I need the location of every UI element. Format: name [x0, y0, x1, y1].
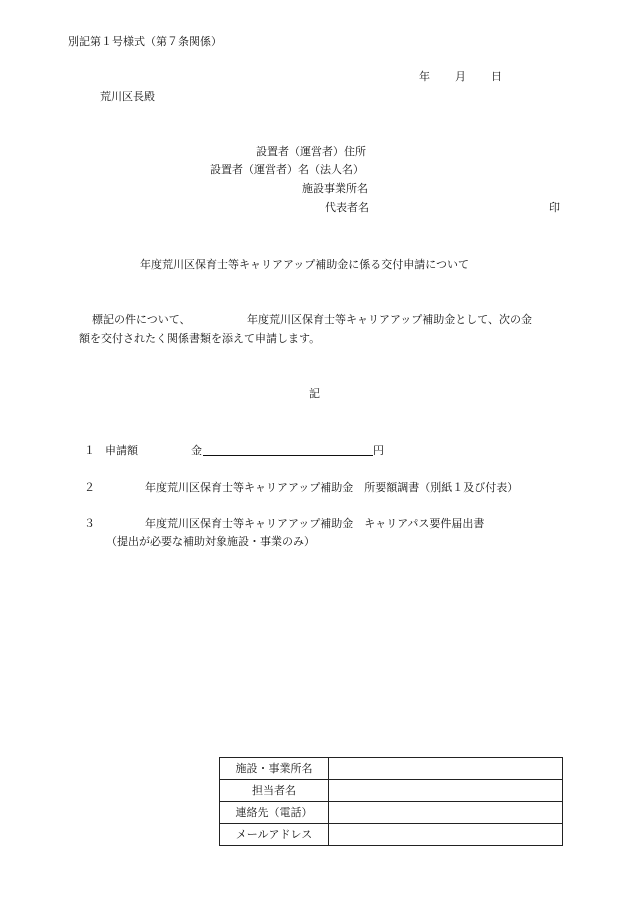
ki-heading: 記	[309, 387, 320, 400]
item-3-number: ３	[84, 517, 95, 530]
item-1-number: １	[84, 444, 95, 457]
item-2-number: ２	[84, 481, 95, 494]
item-3-text: 年度荒川区保育士等キャリアアップ補助金 キャリアパス要件届出書	[145, 517, 485, 530]
body-line1-part2: 年度荒川区保育士等キャリアアップ補助金として、次の金	[247, 313, 533, 326]
amount-prefix: 金	[191, 444, 202, 457]
contact-person-label: 担当者名	[220, 780, 329, 802]
facility-name-label: 施設事業所名	[302, 182, 368, 195]
addressee: 荒川区長殿	[100, 90, 155, 103]
body-line2: 額を交付されたく関係書類を添えて申請します。	[79, 332, 321, 345]
representative-label: 代表者名	[325, 201, 369, 214]
applicant-name-label: 設置者（運営者）名（法人名）	[210, 163, 364, 176]
form-number: 別記第１号様式（第７条関係）	[68, 35, 222, 48]
contact-email-label: メールアドレス	[220, 824, 329, 846]
seal-mark: 印	[549, 201, 560, 214]
contact-phone-label: 連絡先（電話）	[220, 802, 329, 824]
table-row	[220, 824, 563, 846]
contact-facility-field[interactable]	[329, 758, 563, 780]
amount-input-line[interactable]	[203, 444, 373, 456]
item-3-note: （提出が必要な補助対象施設・事業のみ）	[106, 535, 315, 548]
item-2-text: 年度荒川区保育士等キャリアアップ補助金 所要額調書（別紙１及び付表）	[145, 481, 519, 494]
contact-phone-field[interactable]	[329, 802, 563, 824]
contact-table	[219, 757, 563, 846]
date-year: 年	[419, 70, 430, 83]
body-line1-part1: 標記の件について、	[92, 313, 191, 326]
amount-suffix: 円	[373, 444, 384, 457]
table-row	[220, 780, 563, 802]
date-month: 月	[455, 70, 466, 83]
contact-person-field[interactable]	[329, 780, 563, 802]
table-row	[220, 802, 563, 824]
applicant-address-label: 設置者（運営者）住所	[256, 145, 366, 158]
table-row	[220, 758, 563, 780]
item-1-label: 申請額	[105, 444, 138, 457]
document-subject: 年度荒川区保育士等キャリアアップ補助金に係る交付申請について	[140, 258, 470, 271]
contact-facility-label: 施設・事業所名	[220, 758, 329, 780]
contact-email-field[interactable]	[329, 824, 563, 846]
date-day: 日	[491, 70, 502, 83]
